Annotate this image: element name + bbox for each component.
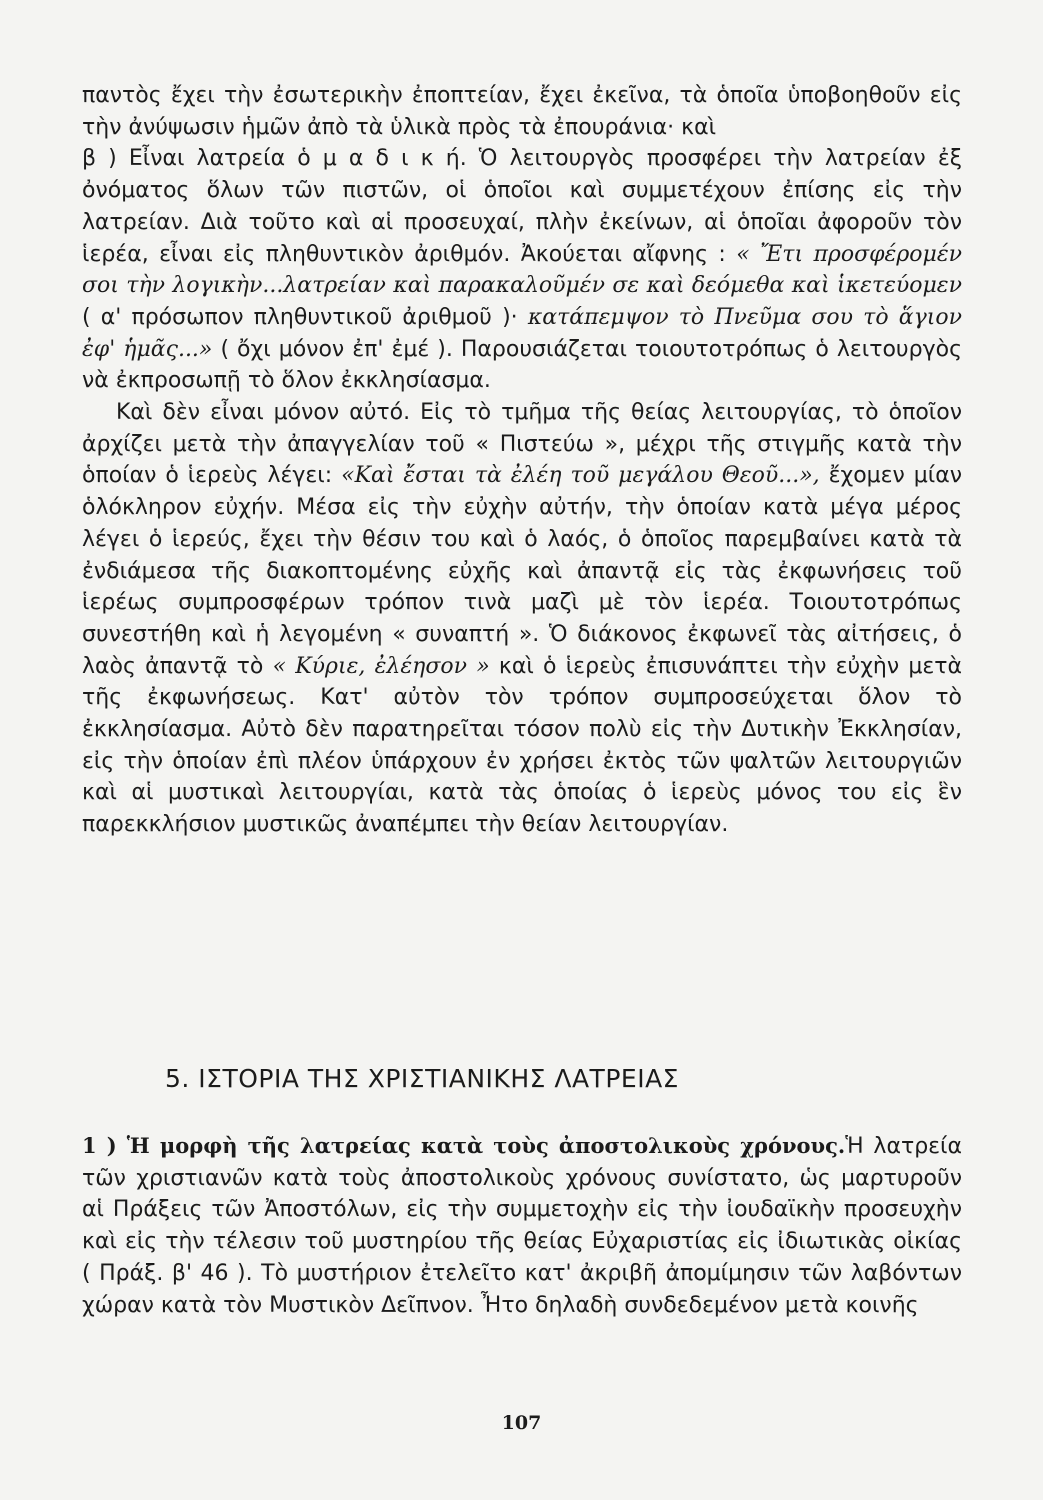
subsection-title: 1 ) Ἡ μορφὴ τῆς λατρείας κατὰ τοὺς ἀποστολικοὺς χρόνους.	[82, 1133, 846, 1158]
italic-quote: « Ἔτι προσφέρομέν σοι τὴν λογικὴν...λατρείαν καὶ παρακαλοῦμέν σε καὶ δεόμεθα καὶ ἱκετεύομεν	[82, 241, 962, 299]
paragraph-collective-worship	[82, 143, 962, 397]
body-text	[82, 80, 962, 841]
paragraph-continued: παντὸς ἔχει τὴν ἐσωτερικὴν ἐποπτείαν, ἔχει ἐκεῖνα, τὰ ὁποῖα ὑποβοηθοῦν εἰς τὴν ἀνύψωσιν ἡμῶν ἀπὸ τὰ ὑλικὰ πρὸς τὰ ἐπουράνια· καὶ	[82, 83, 962, 140]
page-number: 107	[501, 1412, 542, 1434]
italic-quote: « Κύριε, ἐλέησον »	[272, 653, 490, 679]
text-run: β ) Εἶναι λατρεία ὁ μ α δ ι κ ή. Ὁ λειτουργὸς προσφέρει τὴν λατρείαν ἐξ ὀνόματος ὅλων τῶν πιστῶν, οἱ ὁποῖοι καὶ συμμετέχουν ἐπίσης εἰς τὴν λατρείαν. Διὰ τοῦτο καὶ αἱ προσευχαί, πλὴν ἐκείνων, αἱ ὁποῖαι ἀφοροῦν τὸν ἱερέα, εἶναι εἰς πληθυντικὸν ἀριθμόν. Ἀκούεται αἴφνης :	[82, 146, 962, 267]
section-1	[82, 1130, 962, 1321]
paragraph-synapte	[82, 397, 962, 841]
section-heading: 5. ΙΣΤΟΡΙΑ ΤΗΣ ΧΡΙΣΤΙΑΝΙΚΗΣ ΛΑΤΡΕΙΑΣ	[165, 1064, 679, 1093]
text-run: ( α' πρόσωπον πληθυντικοῦ ἀριθμοῦ )·	[82, 304, 518, 330]
section-1-paragraph	[82, 1130, 962, 1321]
text-run: Καὶ δὲν εἶναι μόνον αὐτό. Εἰς τὸ τμῆμα τῆς θείας λειτουργίας, τὸ ὁποῖον ἀρχίζει μετὰ τὴν ἀπαγγελίαν τοῦ « Πιστεύω », μέχρι τῆς στιγμῆς κατὰ τὴν ὁποίαν ὁ ἱερεὺς λέγει:	[82, 400, 962, 489]
text-run: ( ὄχι μόνον ἐπ' ἐμέ ). Παρουσιάζεται τοιουτοτρόπως ὁ λειτουργὸς νὰ ἐκπροσωπῇ τὸ ὅλον ἐκκλησίασμα.	[82, 336, 962, 394]
text-run: ἔχομεν μίαν ὁλόκληρον εὐχήν. Μέσα εἰς τὴν εὐχὴν αὐτήν, τὴν ὁποίαν κατὰ μέγα μέρος λέγει ὁ ἱερεύς, ἔχει τὴν θέσιν του καὶ ὁ λαός, ὁ ὁποῖος παρεμβαίνει κατὰ τὰ ἐνδιάμεσα τῆς διακοπτομένης εὐχῆς καὶ ἀπαντᾷ εἰς τὰς ἐκφωνήσεις τοῦ ἱερέως συμπροσφέρων τρόπον τινὰ μαζὶ μὲ τὸν ἱερέα. Τοιουτοτρόπως συνεστήθη καὶ ἡ λεγομένη « συναπτή ». Ὁ διάκονος ἐκφωνεῖ τὰς αἰτήσεις, ὁ λαὸς ἀπαντᾷ τὸ	[82, 463, 963, 679]
text-run: καὶ ὁ ἱερεὺς ἐπισυνάπτει τὴν εὐχὴν μετὰ τῆς ἐκφωνήσεως. Κατ' αὐτὸν τὸν τρόπον συμπροσεύχεται ὅλον τὸ ἐκκλησίασμα. Αὐτὸ δὲν παρατηρεῖται τόσον πολὺ εἰς τὴν Δυτικὴν Ἐκκλησίαν, εἰς τὴν ὁποίαν ἐπὶ πλέον ὑπάρχουν ἐν χρήσει ἐκτὸς τῶν ψαλτῶν λειτουργιῶν καὶ αἱ μυστικαὶ λειτουργίαι, κατὰ τὰς ὁποίας ὁ ἱερεὺς μόνος του εἰς ἓν παρεκκλήσιον μυστικῶς ἀναπέμπει τὴν θείαν λειτουργίαν.	[82, 653, 962, 838]
text-run: Ἡ λατρεία τῶν χριστιανῶν κατὰ τοὺς ἀποστολικοὺς χρόνους συνίστατο, ὡς μαρτυροῦν αἱ Πράξεις τῶν Ἀποστόλων, εἰς τὴν συμμετοχὴν εἰς τὴν ἰουδαϊκὴν προσευχὴν καὶ εἰς τὴν τέλεσιν τοῦ μυστηρίου τῆς θείας Εὐχαριστίας εἰς ἰδιωτικὰς οἰκίας ( Πράξ. β' 46 ). Τὸ μυστήριον ἐτελεῖτο κατ' ἀκριβῆ ἀπομίμησιν τῶν λαβόντων χώραν κατὰ τὸν Μυστικὸν Δεῖπνον. Ἦτο δηλαδὴ συνδεδεμένον μετὰ κοινῆς	[82, 1134, 962, 1318]
italic-quote: κατάπεμψον τὸ Πνεῦμα σου τὸ ἅγιον ἐφ' ἡμᾶς...»	[82, 304, 963, 362]
italic-quote: «Καὶ ἔσται τὰ ἐλέη τοῦ μεγάλου Θεοῦ...»,	[341, 463, 820, 489]
